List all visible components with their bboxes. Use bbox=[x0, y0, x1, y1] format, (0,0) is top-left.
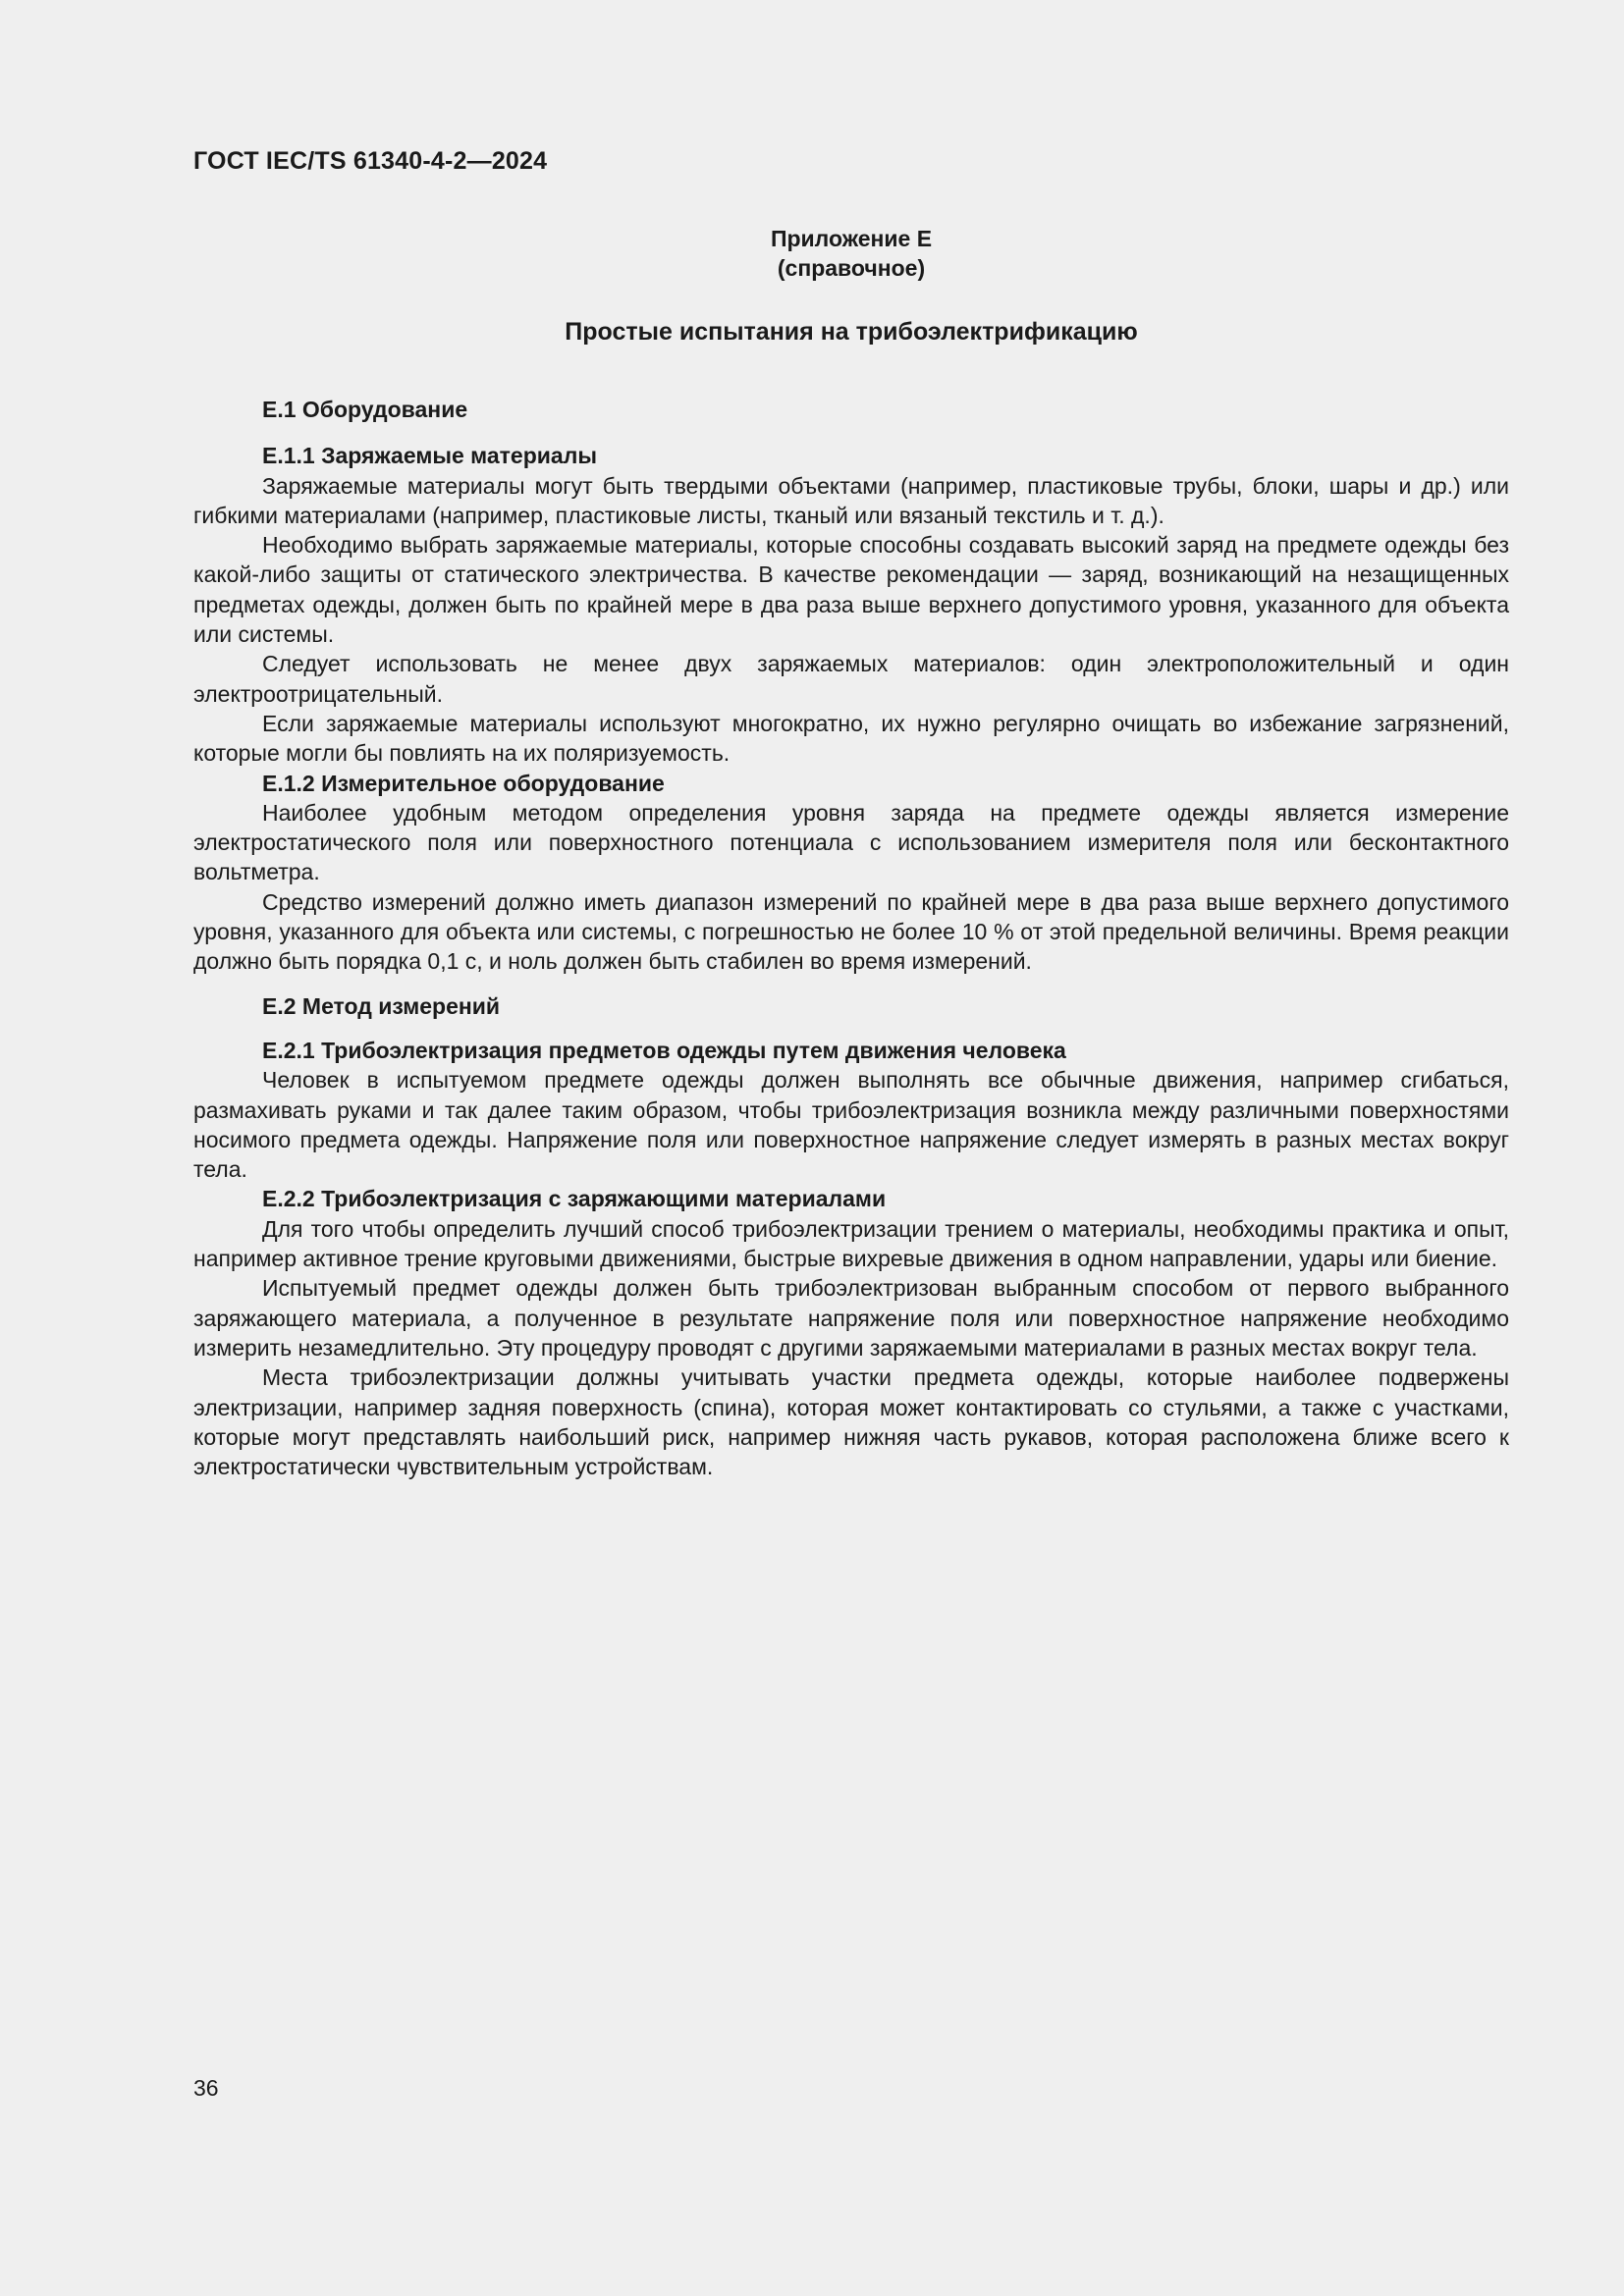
document-body bbox=[193, 395, 1509, 1481]
section-heading-e2: Е.2 Метод измерений bbox=[262, 992, 501, 1019]
paragraph-e22-3: Места трибоэлектризации должны учитывать участки предмета одежды, которые наиболее подвержены электризации, например задняя поверхность (спина), которая может контактировать со стульями, а также с участками, которые могут представлять наибольший риск, например нижняя часть рукавов, которая расположена ближе всего к электростатически чувствительным устройствам. bbox=[193, 1364, 1509, 1480]
document-header-code: ГОСТ IEC/TS 61340-4-2—2024 bbox=[193, 147, 548, 175]
page-title: Простые испытания на трибоэлектрификацию bbox=[565, 318, 1138, 346]
paragraph-e12-2: Средство измерений должно иметь диапазон измерений по крайней мере в два раза выше верхнего допустимого уровня, указанного для объекта или системы, с погрешностью не более 10 % от этой предельной величины. Время реакции должно быть порядка 0,1 с, и ноль должен быть стабилен во время измерений. bbox=[193, 888, 1509, 975]
subsection-heading-e22: Е.2.2 Трибоэлектризация с заряжающими материалами bbox=[262, 1186, 887, 1212]
subsection-heading-e11: Е.1.1 Заряжаемые материалы bbox=[262, 443, 597, 469]
paragraph-e21-1: Человек в испытуемом предмете одежды должен выполнять все обычные движения, например сгибаться, размахивать руками и так далее таким образом, чтобы трибоэлектризация возникла между различными поверхностями носимого предмета одежды. Напряжение поля или поверхностное напряжение следует измерять в разных местах вокруг тела. bbox=[193, 1067, 1509, 1183]
subsection-heading-e12: Е.1.2 Измерительное оборудование bbox=[262, 770, 665, 796]
paragraph-e12-1: Наиболее удобным методом определения уровня заряда на предмете одежды является измерение электростатического поля или поверхностного потенциала с использованием измерителя поля или бесконтактного вольтметра. bbox=[193, 799, 1509, 885]
paragraph-e11-2: Необходимо выбрать заряжаемые материалы, которые способны создавать высокий заряд на предмете одежды без какой-либо защиты от статического электричества. В качестве рекомендации — заряд, возникающий на незащищенных предметах одежды, должен быть по крайней мере в два раза выше верхнего допустимого уровня, указанного для объекта или системы. bbox=[193, 532, 1509, 648]
appendix-heading bbox=[193, 224, 1509, 283]
appendix-type: (справочное) bbox=[777, 255, 926, 281]
paragraph-e11-1: Заряжаемые материалы могут быть твердыми объектами (например, пластиковые трубы, блоки, шары и др.) или гибкими материалами (например, пластиковые листы, тканый или вязаный текстиль и т. д.). bbox=[193, 472, 1509, 528]
paragraph-e22-1: Для того чтобы определить лучший способ трибоэлектризации трением о материалы, необходимы практика и опыт, например активное трение круговыми движениями, быстрые вихревые движения в одном направлении, удары или биение. bbox=[193, 1215, 1509, 1272]
appendix-label: Приложение Е bbox=[770, 226, 933, 251]
paragraph-e11-4: Если заряжаемые материалы используют многократно, их нужно регулярно очищать во избежание загрязнений, которые могли бы повлиять на их поляризуемость. bbox=[193, 710, 1509, 767]
page-number: 36 bbox=[193, 2075, 219, 2101]
paragraph-e22-2: Испытуемый предмет одежды должен быть трибоэлектризован выбранным способом от первого выбранного заряжающего материала, а полученное в результате напряжение поля или поверхностное напряжение необходимо измерить незамедлительно. Эту процедуру проводят с другими заряжаемыми материалами в разных местах вокруг тела. bbox=[193, 1275, 1509, 1361]
paragraph-e11-3: Следует использовать не менее двух заряжаемых материалов: один электроположительный и один электроотрицательный. bbox=[193, 651, 1509, 707]
subsection-heading-e21: Е.2.1 Трибоэлектризация предметов одежды путем движения человека bbox=[262, 1037, 1066, 1063]
section-heading-e1: Е.1 Оборудование bbox=[262, 397, 468, 422]
